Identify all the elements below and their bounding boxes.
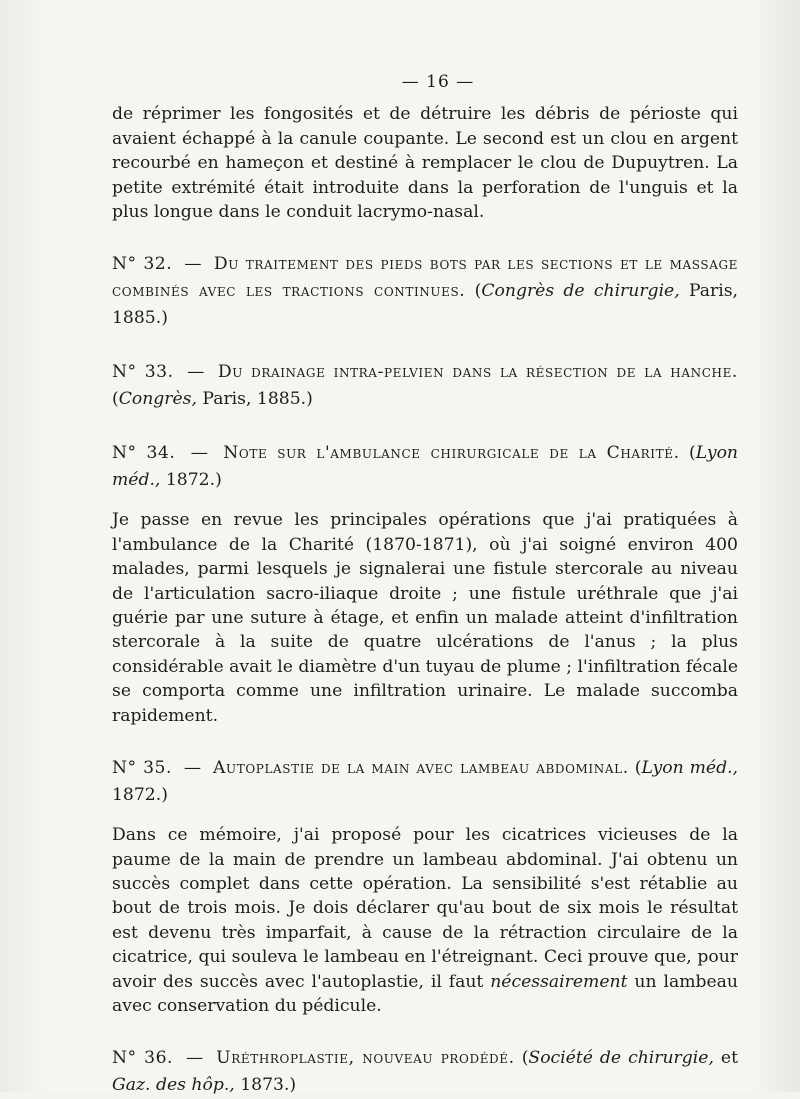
entry-reference: (Lyon méd., 1872.) (112, 443, 739, 491)
entry-reference: (Lyon méd., 1872.) (112, 758, 739, 806)
entry-reference: (Congrès, Paris, 1885.) (112, 389, 313, 410)
entry-number: N° 35. (112, 758, 172, 779)
entry-title: Autoplastie de la main avec lambeau abdominal. (213, 758, 629, 779)
entry-number: N° 32. (112, 254, 173, 275)
entry-33: N° 33. — Du drainage intra-pelvien dans la résection de la hanche. (Congrès, Paris, 1885.) (112, 362, 738, 410)
entry-34-body: Je passe en revue les principales opérations que j'ai pratiquées à l'ambulance de la Charité (1870-1871), où j'ai soigné environ 400 malades, parmi lesquels je signalerai une fistule stercorale au niveau de l'articulation sacro-iliaque droite ; une fistule uréthrale que j'ai guérie par une suture à étage, et enfin un malade atteint d'infiltration stercorale à la suite de quatre ulcérations de l'anus ; la plus considérable avait le diamètre d'un tuyau de plume ; l'infiltration fécale se comporta comme une infiltration urinaire. Le malade succomba rapidement. (112, 510, 738, 726)
entry-title: Du traitement des pieds bots par les sections et le massage combinés avec les tractions continues. (112, 254, 738, 302)
entry-36: N° 36. — Uréthroplastie, nouveau prodédé. (Société de chirurgie, et Gaz. des hôp., 1873.) (112, 1048, 738, 1096)
entry-reference: (Société de chirurgie, et Gaz. des hôp., 1873.) (112, 1048, 738, 1096)
entry-32: N° 32. — Du traitement des pieds bots par les sections et le massage combinés avec les tractions continues. (Congrès de chirurgie, Paris, 1885.) (112, 254, 739, 329)
entry-title: Uréthroplastie, nouveau prodédé. (216, 1048, 515, 1069)
entry-number: N° 34. (112, 443, 176, 464)
page-number: — 16 — (401, 72, 475, 92)
opening-paragraph: de réprimer les fongosités et de détruire les débris de périoste qui avaient échappé à la canule coupante. Le second est un clou en argent recourbé en hameçon et destiné à remplacer le clou de Dupuytren. La petite extrémité était introduite dans la perforation de l'unguis et la plus longue dans le conduit lacrymo-nasal. (112, 104, 738, 223)
page-content (112, 70, 738, 1099)
entry-35-body: Dans ce mémoire, j'ai proposé pour les cicatrices vicieuses de la paume de la main de prendre un lambeau abdominal. J'ai obtenu un succès complet dans cette opération. La sensibilité s'est rétablie au bout de trois mois. Je dois déclarer qu'au bout de six mois le résultat est devenu très imparfait, à cause de la rétraction circulaire de la cicatrice, qui souleva le lambeau en l'étreignant. Ceci prouve que, pour avoir des succès avec l'autoplastie, il faut nécessairement un lambeau avec conservation du pédicule. (112, 825, 738, 1016)
entry-number: N° 33. (112, 362, 174, 383)
entry-number: N° 36. (112, 1048, 173, 1069)
entry-title: Note sur l'ambulance chirurgicale de la Charité. (223, 443, 680, 464)
entry-reference: (Congrès de chirurgie, Paris, 1885.) (112, 281, 739, 329)
entry-title: Du drainage intra-pelvien dans la résection de la hanche. (217, 362, 738, 383)
entry-35: N° 35. — Autoplastie de la main avec lambeau abdominal. (Lyon méd., 1872.) (112, 758, 739, 806)
entry-34: N° 34. — Note sur l'ambulance chirurgicale de la Charité. (Lyon méd., 1872.) (112, 443, 739, 491)
